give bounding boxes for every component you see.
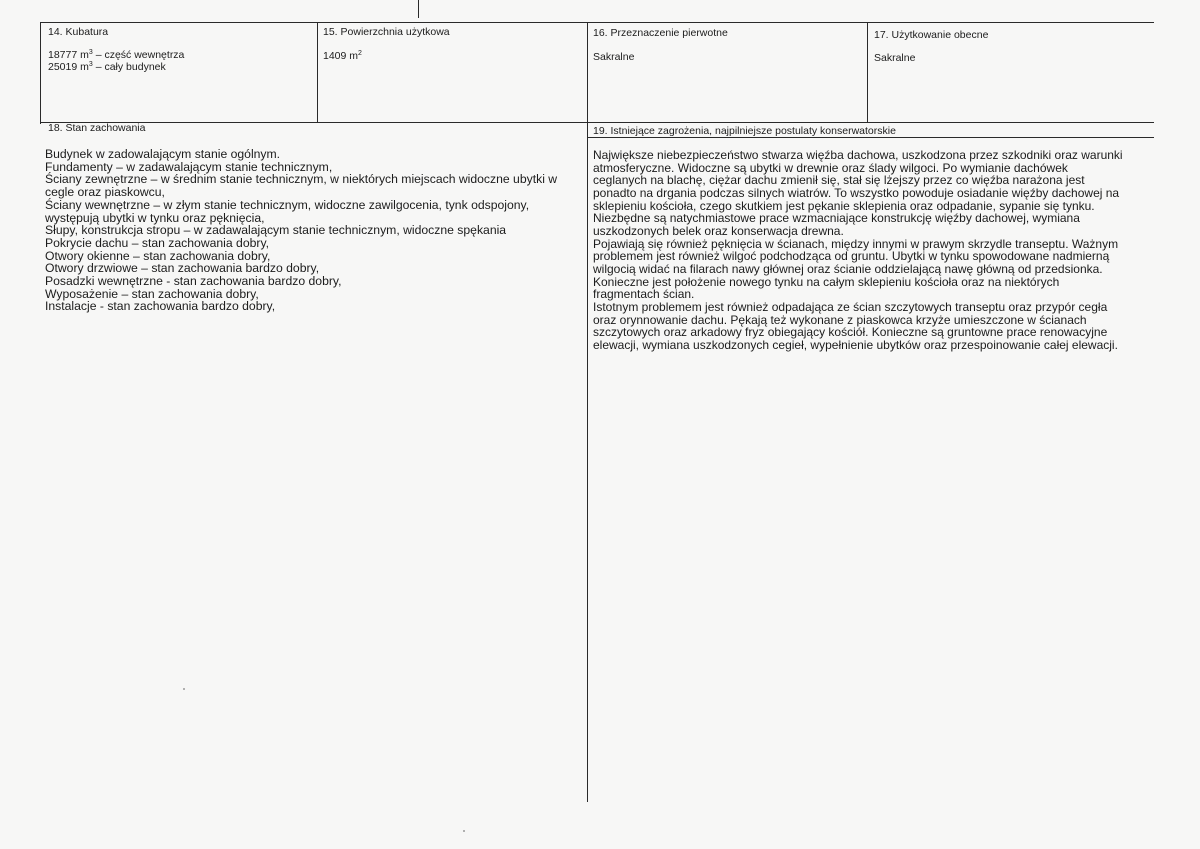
powierzchnia-number: 1409 m [323, 50, 359, 62]
stan-line: występują ubytki w tynku oraz pęknięcia, [45, 210, 265, 225]
zagrozenia-line: Konieczne jest położenie nowego tynku na całym sklepieniu kościoła oraz na niektórych [593, 274, 1060, 289]
scan-mark [418, 0, 419, 18]
zagrozenia-line: problemem jest również wilgoć podchodząca od gruntu. Ubytki w tynku spowodowane nadmierną [593, 249, 1110, 264]
table-left-border [40, 22, 41, 124]
kubatura-interior-suffix: – część wewnętrza [92, 49, 185, 61]
stan-zachowania-label: 18. Stan zachowania [48, 122, 146, 134]
kubatura-whole-suffix: – cały budynek [92, 61, 166, 73]
stan-line: Fundamenty – w zadawalającym stanie technicznym, [45, 159, 333, 174]
row-divider [40, 122, 1154, 123]
kubatura-value-interior [48, 50, 184, 61]
kubatura-interior-number: 18777 m [48, 49, 89, 61]
right-column-subdivider [588, 137, 1154, 138]
stan-zachowania-text [45, 148, 557, 313]
zagrozenia-line: sklepieniu kościoła, czego skutkiem jest pękanie sklepienia oraz odpadanie, sypanie się tynku. [593, 198, 1095, 213]
przeznaczenie-label: 16. Przeznaczenie pierwotne [593, 27, 728, 39]
powierzchnia-label: 15. Powierzchnia użytkowa [323, 26, 450, 38]
zagrozenia-line: Istotnym problemem jest również odpadająca ze ścian szczytowych transeptu oraz przypór cegła [593, 299, 1108, 314]
zagrozenia-line: Największe niebezpieczeństwo stwarza więźba dachowa, uszkodzona przez szkodniki oraz warunki [593, 148, 1123, 162]
kubatura-interior-exponent: 3 [88, 49, 93, 56]
stan-line: Słupy, konstrukcja stropu – w zadawalającym stanie technicznym, widoczne spękania [45, 223, 507, 238]
zagrozenia-line: elewacji, wymiana uszkodzonych cegieł, wypełnienie ubytków oraz przespoinowanie całej elewacji. [593, 337, 1118, 352]
uzytkowanie-label: 17. Użytkowanie obecne [874, 29, 989, 41]
scan-speck [463, 830, 465, 832]
table-top-border [40, 22, 1154, 23]
zagrozenia-line: atmosferyczne. Widoczne są ubytki w drewnie oraz ślady wilgoci. Po wymianie dachówek [593, 160, 1068, 175]
column-divider-2 [587, 22, 588, 802]
stan-line: Wyposażenie – stan zachowania dobry, [45, 286, 259, 301]
zagrozenia-line: ceglanych na blachę, ciężar dachu zmienił się, stał się lżejszy przez co więźba narażona jest [593, 173, 1085, 188]
stan-line: Ściany zewnętrzne – w średnim stanie technicznym, w niektórych miejscach widoczne ubytki w [45, 172, 558, 187]
kubatura-label: 14. Kubatura [48, 26, 109, 38]
stan-line: Budynek w zadowalającym stanie ogólnym. [45, 147, 281, 161]
kubatura-whole-exponent: 3 [88, 61, 93, 68]
zagrozenia-line: wilgocią widać na filarach nawy głównej oraz ścianie oddzielającą nawę główną od przedsionka. [593, 261, 1103, 276]
powierzchnia-exponent: 2 [358, 50, 362, 57]
stan-line: Ściany wewnętrzne – w złym stanie technicznym, widoczne zawilgocenia, tynk odspojony, [45, 197, 530, 212]
kubatura-whole-number: 25019 m [48, 61, 89, 73]
zagrozenia-text [593, 149, 1123, 352]
zagrozenia-line: uszkodzonych belek oraz konserwacja drewna. [593, 223, 844, 238]
uzytkowanie-value: Sakralne [874, 52, 916, 64]
przeznaczenie-value: Sakralne [593, 51, 635, 63]
zagrozenia-line: oraz orynnowanie dachu. Pękają też wykonane z piaskowca krzyże umieszczone w ścianach [593, 312, 1087, 327]
column-divider-3 [867, 22, 868, 123]
zagrozenia-line: ponadto na drgania podczas silnych wiatrów. To wszystko powoduje osiadanie więźby dachowej na [593, 185, 1120, 200]
stan-line: cegle oraz piaskowcu, [45, 185, 165, 200]
scan-speck [183, 688, 185, 690]
zagrozenia-line: Niezbędne są natychmiastowe prace wzmacniające konstrukcję więźby dachowej, wymiana [593, 211, 1080, 226]
zagrozenia-line: szczytowych oraz arkadowy fryz obiegający kościół. Konieczne są gruntowne prace renowacyjne [593, 325, 1108, 340]
zagrozenia-line: fragmentach ścian. [593, 287, 695, 302]
stan-line: Instalacje - stan zachowania bardzo dobry, [45, 299, 276, 314]
column-divider-1 [317, 22, 318, 123]
zagrozenia-label: 19. Istniejące zagrożenia, najpilniejsze postulaty konserwatorskie [593, 125, 896, 137]
stan-line: Posadzki wewnętrzne - stan zachowania bardzo dobry, [45, 274, 342, 289]
stan-line: Otwory okienne – stan zachowania dobry, [45, 248, 271, 263]
powierzchnia-value [323, 51, 362, 62]
zagrozenia-line: Pojawiają się również pęknięcia w ścianach, między innymi w prawym skrzydle transeptu. Ważnym [593, 236, 1119, 251]
kubatura-value-whole [48, 62, 166, 73]
stan-line: Otwory drzwiowe – stan zachowania bardzo dobry, [45, 261, 320, 276]
stan-line: Pokrycie dachu – stan zachowania dobry, [45, 235, 270, 250]
